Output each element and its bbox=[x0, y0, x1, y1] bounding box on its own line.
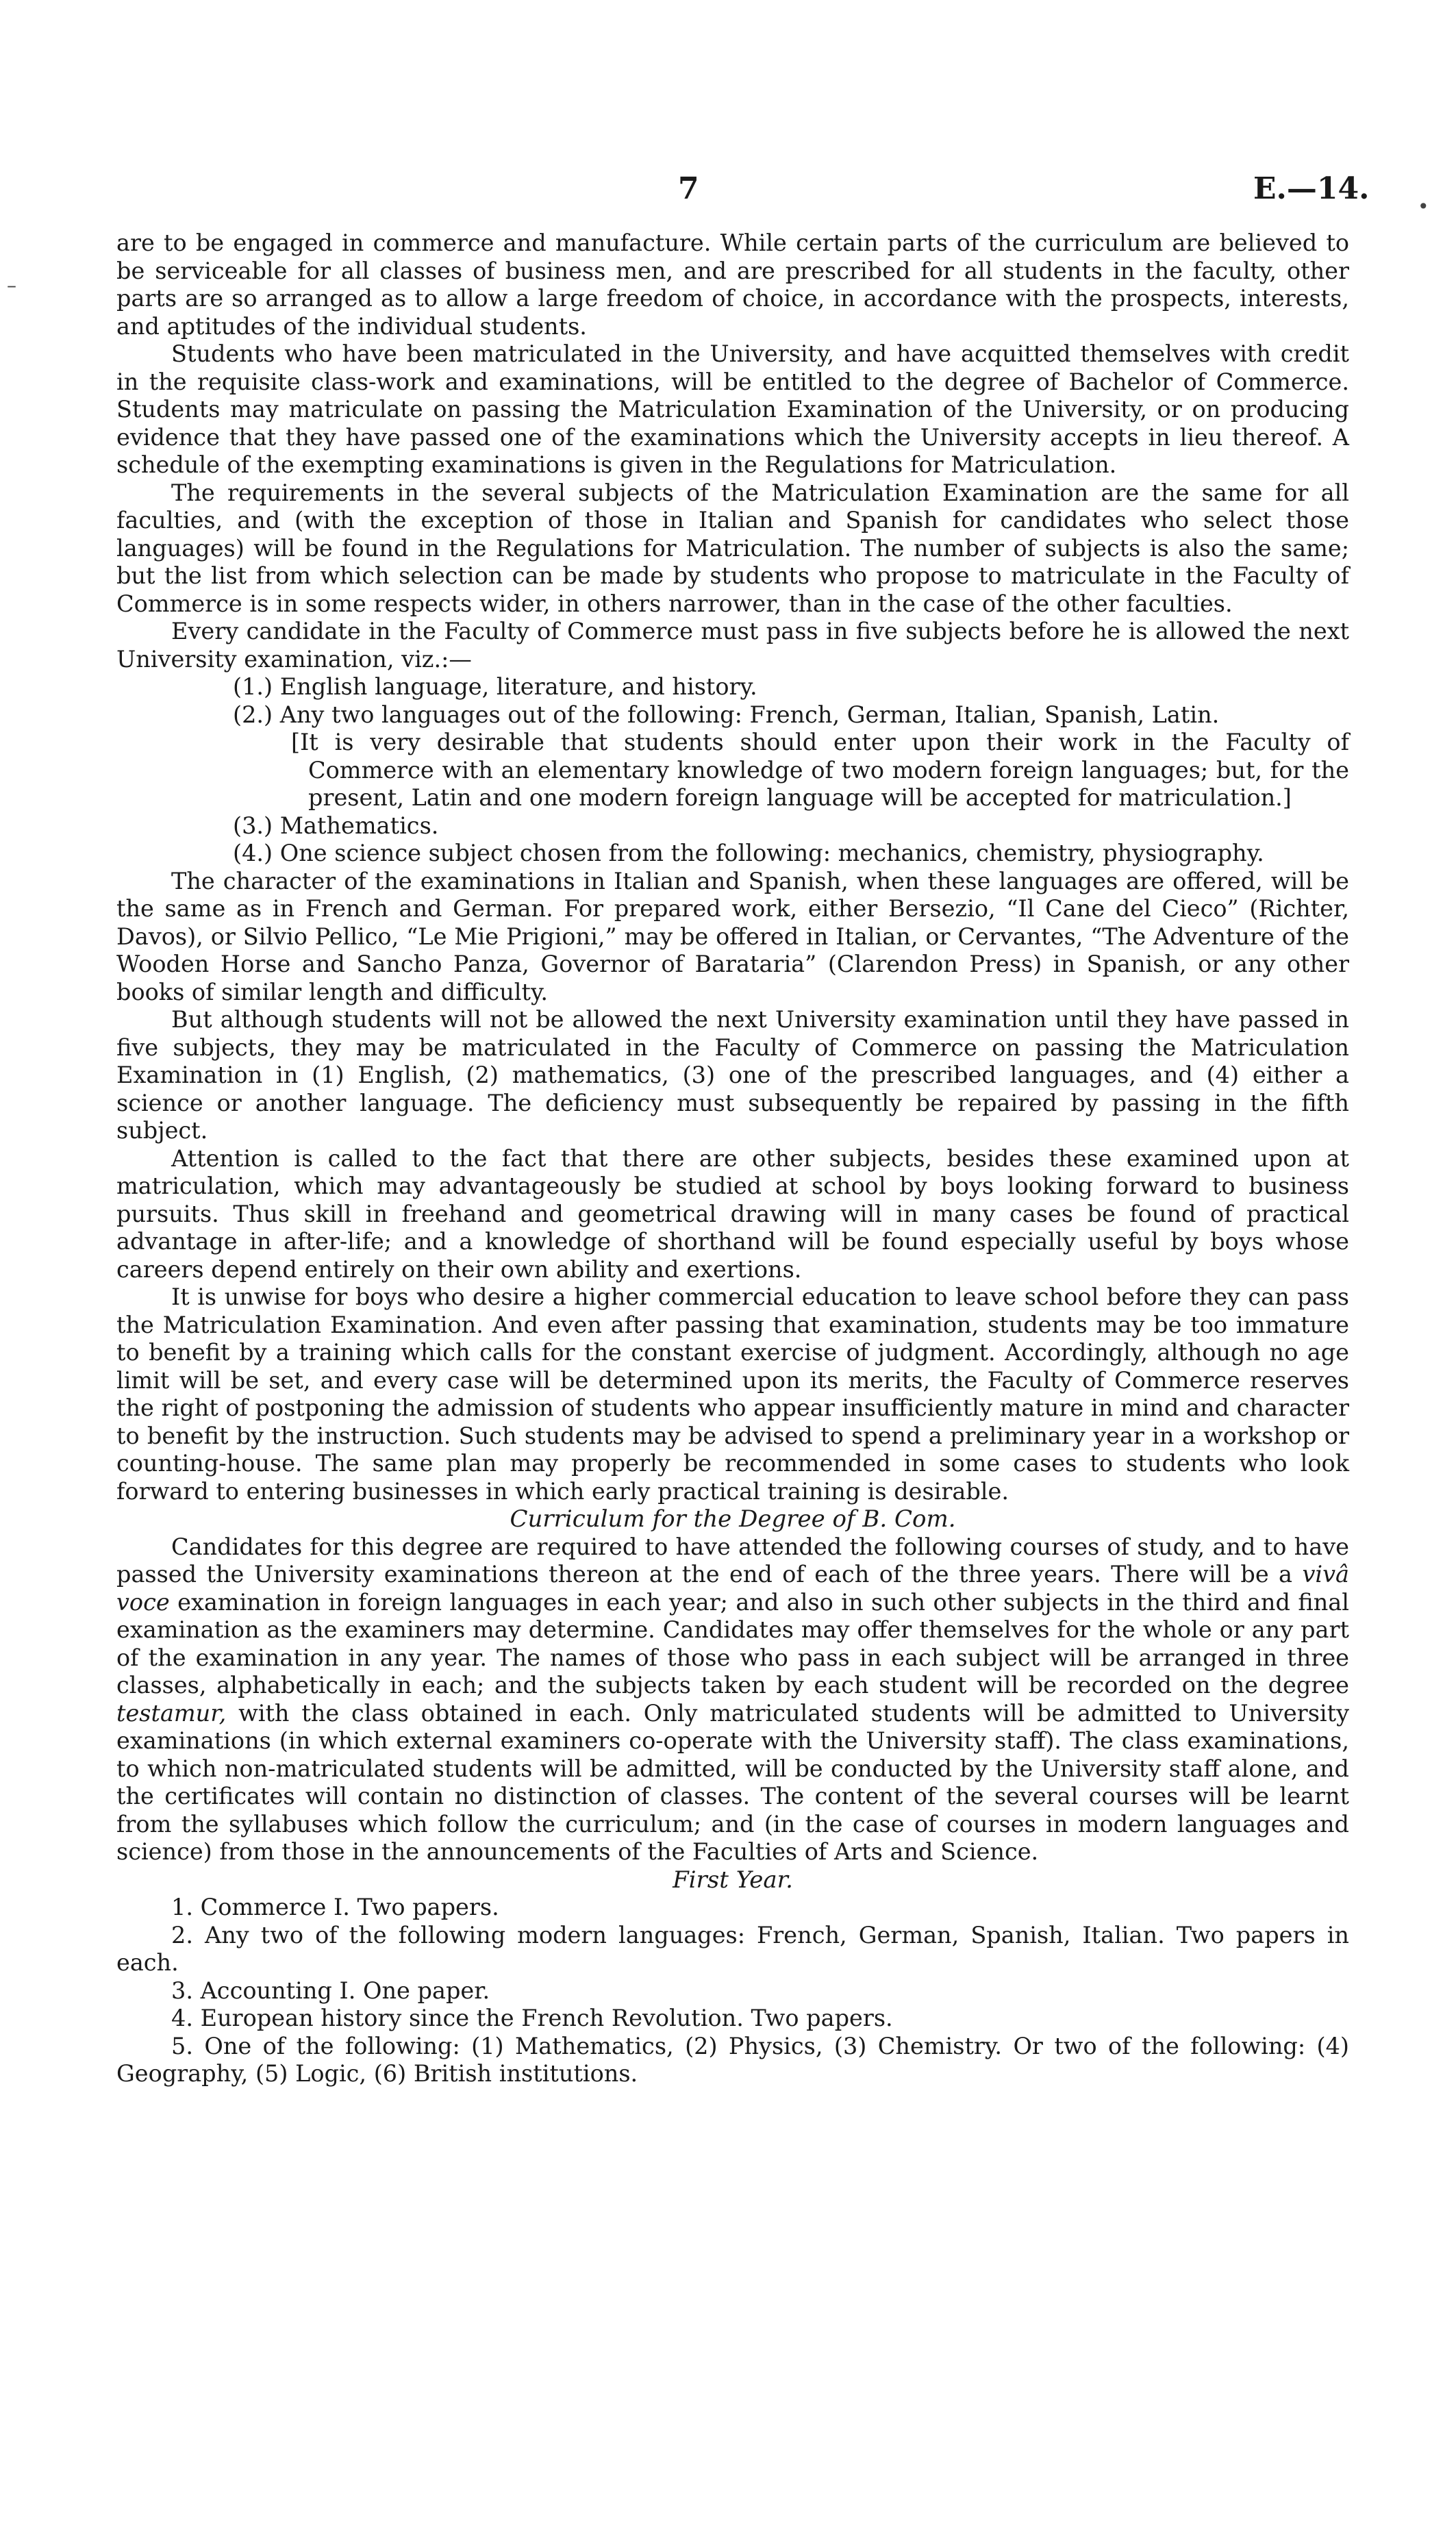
subject-list-item: (4.) One science subject chosen from the following: mechanics, chemistry, physiography. bbox=[233, 840, 1264, 866]
bracketed-note: [It is very desirable that students should enter upon their work in the Faculty of Commerce with an elementary knowledge of two modern foreign languages; but, for the present, Latin and one modern foreign language will be accepted for matriculation.] bbox=[291, 729, 1349, 811]
list-item: 2. Any two of the following modern languages: French, German, Spanish, Italian. Two papers in each. bbox=[116, 1921, 1349, 1976]
list-item: 3. Accounting I. One paper. bbox=[171, 1977, 490, 2004]
subject-list-item: (3.) Mathematics. bbox=[233, 812, 439, 839]
list-item: 5. One of the following: (1) Mathematics, (2) Physics, (3) Chemistry. Or two of the following: (4) Geography, (5) Logic, (6) British institutions. bbox=[116, 2032, 1349, 2087]
paragraph: It is unwise for boys who desire a higher commercial education to leave school before they can pass the Matriculation Examination. And even after passing that examination, students may be too immature to benefit by a training which calls for the constant exercise of judgment. Accordingly, although no age limit will be set, and every case will be determined upon its merits, the Faculty of Commerce reserves the right of postponing the admission of students who appear insufficiently mature in mind and character to benefit by the instruction. Such students may be advised to spend a preliminary year in a workshop or counting-house. The same plan may properly be recommended in some cases to students who look forward to entering businesses in which early practical training is desirable. bbox=[116, 1283, 1349, 1505]
page-number: 7 bbox=[678, 171, 699, 206]
paragraph: The requirements in the several subjects of the Matriculation Examination are the same for all faculties, and (with the exception of those in Italian and Spanish for candidates who select those languages) will be found in the Regulations for Matriculation. The number of subjects is also the same; but the list from which selection can be made by students who propose to matriculate in the Faculty of Commerce is in some respects wider, in others narrower, than in the case of the other faculties. bbox=[116, 479, 1349, 617]
page-header bbox=[0, 171, 1456, 212]
document-body bbox=[116, 229, 1349, 2088]
italic-term: vivâ voce bbox=[116, 1561, 1349, 1616]
paragraph: Students who have been matriculated in the University, and have acquitted themselves with credit in the requisite class-work and examinations, will be entitled to the degree of Bachelor of Commerce. Students may matriculate on passing the Matriculation Examination of the University, or on producing evidence that they have passed one of the examinations which the University accepts in lieu thereof. A schedule of the exempting examinations is given in the Regulations for Matriculation. bbox=[116, 340, 1349, 478]
document-reference: E.—14. bbox=[1253, 171, 1370, 206]
margin-dash-mark: – bbox=[7, 274, 16, 297]
paragraph: The character of the examinations in Italian and Spanish, when these languages are offered, will be the same as in French and German. For prepared work, either Bersezio, “Il Cane del Cieco” (Richter, Davos), or Silvio Pellico, “Le Mie Prigioni,” may be offered in Italian, or Cervantes, “The Adventure of the Wooden Horse and Sancho Panza, Governor of Barataria” (Clarendon Press) in Spanish, or any other books of similar length and difficulty. bbox=[116, 867, 1349, 1005]
text-run: Candidates for this degree are required to have attended the following courses of study, and to have passed the University examinations thereon at the end of each of the three years. There will be a bbox=[116, 1533, 1349, 1588]
paragraph: Attention is called to the fact that there are other subjects, besides these examined upon at matriculation, which may advantageously be studied at school by boys looking forward to business pursuits. Thus skill in freehand and geometrical drawing will in many cases be found of practical advantage in after-life; and a knowledge of shorthand will be found especially useful by boys whose careers depend entirely on their own ability and exertions. bbox=[116, 1144, 1349, 1283]
text-run: with the class obtained in each. Only matriculated students will be admitted to University examinations (in which external examiners co-operate with the University staff). The class examinations, to which non-matriculated students will be admitted, will be conducted by the University staff alone, and the certificates will contain no distinction of classes. The content of the several courses will be learnt from the syllabuses which follow the curriculum; and (in the case of courses in modern languages and science) from those in the announcements of the Faculties of Arts and Science. bbox=[116, 1699, 1349, 1865]
paragraph: are to be engaged in commerce and manufacture. While certain parts of the curriculum are believed to be serviceable for all classes of business men, and are prescribed for all students in the faculty, other parts are so arranged as to allow a large freedom of choice, in accordance with the prospects, interests, and aptitudes of the individual students. bbox=[116, 229, 1349, 340]
margin-dot-mark: • bbox=[1418, 195, 1429, 218]
list-item: 1. Commerce I. Two papers. bbox=[171, 1894, 499, 1920]
section-heading: Curriculum for the Degree of B. Com. bbox=[510, 1505, 956, 1533]
paragraph: Every candidate in the Faculty of Commerce must pass in five subjects before he is allowed the next University examination, viz.:— bbox=[116, 618, 1349, 673]
subject-list-item: (2.) Any two languages out of the following: French, German, Italian, Spanish, Latin. bbox=[233, 701, 1220, 728]
paragraph bbox=[116, 1533, 1349, 1866]
paragraph: But although students will not be allowed the next University examination until they have passed in five subjects, they may be matriculated in the Faculty of Commerce on passing the Matriculation Examination in (1) English, (2) mathematics, (3) one of the prescribed languages, and (4) either a science or another language. The deficiency must subsequently be repaired by passing in the fifth subject. bbox=[116, 1006, 1349, 1144]
text-run: examination in foreign languages in each year; and also in such other subjects in the third and final examination as the examiners may determine. Candidates may offer themselves for the whole or any part of the examination in any year. The names of those who pass in each subject will be arranged in three classes, alphabetically in each; and the subjects taken by each student will be recorded on the degree bbox=[116, 1588, 1349, 1699]
italic-term: testamur, bbox=[116, 1699, 227, 1727]
list-item: 4. European history since the French Revolution. Two papers. bbox=[171, 2005, 893, 2031]
subject-list-item: (1.) English language, literature, and history. bbox=[233, 673, 757, 700]
section-heading: First Year. bbox=[673, 1866, 793, 1894]
